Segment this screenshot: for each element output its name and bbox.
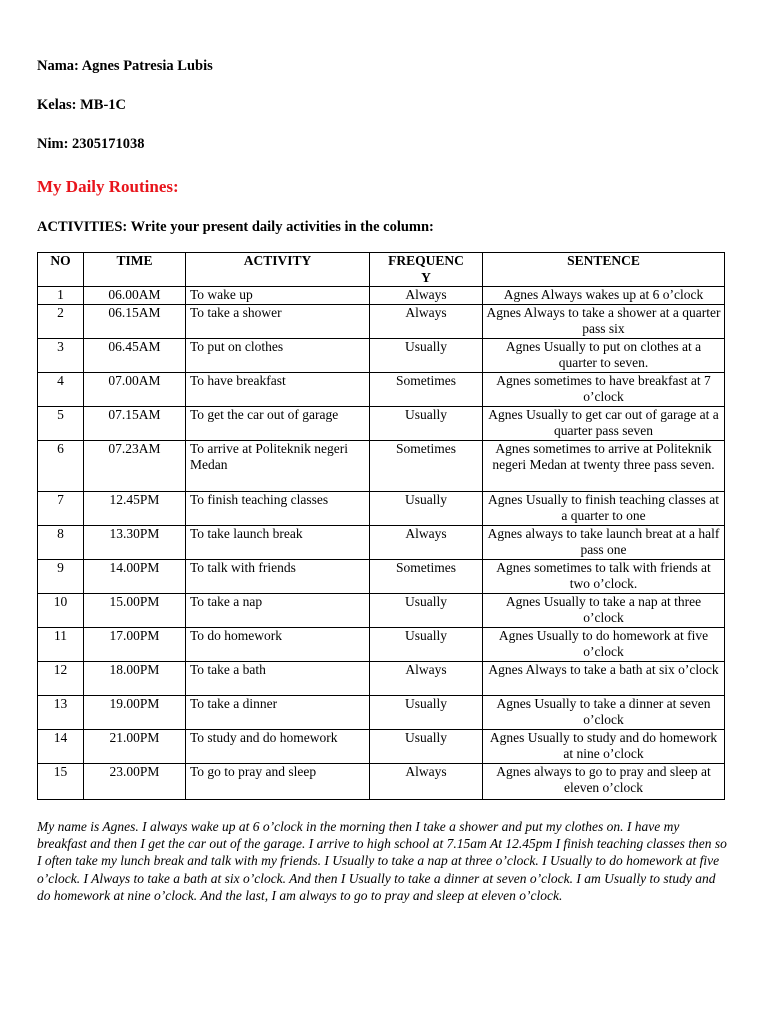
- cell-sentence: Agnes sometimes to arrive at Politeknik negeri Medan at twenty three pass seven.: [483, 440, 725, 491]
- cell-frequency: Usually: [370, 627, 483, 661]
- cell-activity: To have breakfast: [186, 372, 370, 406]
- cell-frequency: Usually: [370, 338, 483, 372]
- cell-time: 18.00PM: [84, 661, 186, 695]
- cell-sentence: Agnes Always to take a bath at six o’clock: [483, 661, 725, 695]
- cell-no: 7: [38, 491, 84, 525]
- cell-activity: To get the car out of garage: [186, 406, 370, 440]
- cell-no: 13: [38, 695, 84, 729]
- cell-time: 06.00AM: [84, 287, 186, 305]
- cell-frequency: Sometimes: [370, 372, 483, 406]
- header-no: NO: [38, 253, 84, 287]
- cell-time: 15.00PM: [84, 593, 186, 627]
- cell-frequency: Sometimes: [370, 559, 483, 593]
- cell-no: 8: [38, 525, 84, 559]
- table-row: [38, 338, 725, 372]
- cell-activity: To take a nap: [186, 593, 370, 627]
- cell-sentence: Agnes Usually to do homework at five o’clock: [483, 627, 725, 661]
- cell-time: 06.15AM: [84, 304, 186, 338]
- cell-activity: To finish teaching classes: [186, 491, 370, 525]
- cell-sentence: Agnes Usually to take a dinner at seven o’clock: [483, 695, 725, 729]
- cell-time: 07.00AM: [84, 372, 186, 406]
- summary-paragraph: My name is Agnes. I always wake up at 6 o’clock in the morning then I take a shower and put my clothes on. I have my breakfast and then I get the car out of the garage. I arrive to high school at 7.15am At 12.45pm I finish teaching classes then so I often take my lunch break and talk with my friends. I Usually to take a nap at three o’clock. I Usually to do homework at five o’clock. I Always to take a bath at six o’clock. And then I Usually to take a dinner at seven o’clock. I am Usually to study and do homework at nine o’clock. And the last, I am always to go to pray and sleep at eleven o’clock.: [37, 819, 727, 903]
- cell-frequency: Always: [370, 763, 483, 799]
- cell-sentence: Agnes Always wakes up at 6 o’clock: [483, 287, 725, 305]
- cell-no: 2: [38, 304, 84, 338]
- table-body: [38, 287, 725, 800]
- student-class: Kelas: MB-1C: [37, 97, 126, 113]
- table-row: [38, 440, 725, 491]
- cell-activity: To go to pray and sleep: [186, 763, 370, 799]
- table-row: [38, 525, 725, 559]
- cell-time: 23.00PM: [84, 763, 186, 799]
- cell-sentence: Agnes Usually to study and do homework at nine o’clock: [483, 729, 725, 763]
- table-row: [38, 661, 725, 695]
- header-time: TIME: [84, 253, 186, 287]
- table-row: [38, 372, 725, 406]
- cell-sentence: Agnes Usually to get car out of garage at a quarter pass seven: [483, 406, 725, 440]
- cell-no: 1: [38, 287, 84, 305]
- cell-time: 07.23AM: [84, 440, 186, 491]
- cell-time: 21.00PM: [84, 729, 186, 763]
- header-activity: ACTIVITY: [186, 253, 370, 287]
- cell-time: 07.15AM: [84, 406, 186, 440]
- cell-activity: To wake up: [186, 287, 370, 305]
- cell-frequency: Usually: [370, 406, 483, 440]
- cell-sentence: Agnes always to take launch breat at a half pass one: [483, 525, 725, 559]
- cell-frequency: Always: [370, 661, 483, 695]
- table-row: [38, 559, 725, 593]
- cell-no: 12: [38, 661, 84, 695]
- cell-sentence: Agnes Usually to take a nap at three o’clock: [483, 593, 725, 627]
- table-row: [38, 491, 725, 525]
- header-sentence: SENTENCE: [483, 253, 725, 287]
- table-header-row: [38, 253, 725, 287]
- cell-time: 14.00PM: [84, 559, 186, 593]
- cell-time: 13.30PM: [84, 525, 186, 559]
- cell-sentence: Agnes sometimes to have breakfast at 7 o’clock: [483, 372, 725, 406]
- cell-no: 4: [38, 372, 84, 406]
- cell-activity: To put on clothes: [186, 338, 370, 372]
- cell-no: 6: [38, 440, 84, 491]
- table-row: [38, 729, 725, 763]
- cell-no: 3: [38, 338, 84, 372]
- cell-no: 14: [38, 729, 84, 763]
- cell-activity: To take a dinner: [186, 695, 370, 729]
- page-title: My Daily Routines:: [37, 177, 179, 196]
- cell-no: 10: [38, 593, 84, 627]
- cell-activity: To arrive at Politeknik negeri Medan: [186, 440, 370, 491]
- cell-frequency: Usually: [370, 593, 483, 627]
- cell-sentence: Agnes sometimes to talk with friends at two o’clock.: [483, 559, 725, 593]
- cell-time: 19.00PM: [84, 695, 186, 729]
- cell-frequency: Always: [370, 287, 483, 305]
- cell-no: 5: [38, 406, 84, 440]
- header-frequency-text: FREQUENC Y: [388, 253, 464, 285]
- cell-time: 17.00PM: [84, 627, 186, 661]
- cell-activity: To do homework: [186, 627, 370, 661]
- cell-no: 15: [38, 763, 84, 799]
- cell-activity: To take a shower: [186, 304, 370, 338]
- cell-frequency: Always: [370, 304, 483, 338]
- cell-sentence: Agnes always to go to pray and sleep at eleven o’clock: [483, 763, 725, 799]
- cell-no: 11: [38, 627, 84, 661]
- student-nim: Nim: 2305171038: [37, 136, 145, 152]
- cell-sentence: Agnes Always to take a shower at a quarter pass six: [483, 304, 725, 338]
- table-row: [38, 593, 725, 627]
- cell-activity: To study and do homework: [186, 729, 370, 763]
- cell-frequency: Usually: [370, 729, 483, 763]
- cell-sentence: Agnes Usually to put on clothes at a quarter to seven.: [483, 338, 725, 372]
- cell-activity: To take launch break: [186, 525, 370, 559]
- table-row: [38, 304, 725, 338]
- routine-table: [37, 252, 725, 800]
- table-row: [38, 627, 725, 661]
- header-frequency: [370, 253, 483, 287]
- cell-activity: To talk with friends: [186, 559, 370, 593]
- cell-sentence: Agnes Usually to finish teaching classes at a quarter to one: [483, 491, 725, 525]
- cell-activity: To take a bath: [186, 661, 370, 695]
- cell-time: 06.45AM: [84, 338, 186, 372]
- cell-time: 12.45PM: [84, 491, 186, 525]
- cell-frequency: Usually: [370, 695, 483, 729]
- cell-frequency: Usually: [370, 491, 483, 525]
- table-row: [38, 406, 725, 440]
- table-row: [38, 287, 725, 305]
- cell-frequency: Sometimes: [370, 440, 483, 491]
- cell-no: 9: [38, 559, 84, 593]
- table-row: [38, 695, 725, 729]
- table-row: [38, 763, 725, 799]
- instruction-text: ACTIVITIES: Write your present daily activities in the column:: [37, 219, 434, 235]
- cell-frequency: Always: [370, 525, 483, 559]
- student-name: Nama: Agnes Patresia Lubis: [37, 58, 213, 74]
